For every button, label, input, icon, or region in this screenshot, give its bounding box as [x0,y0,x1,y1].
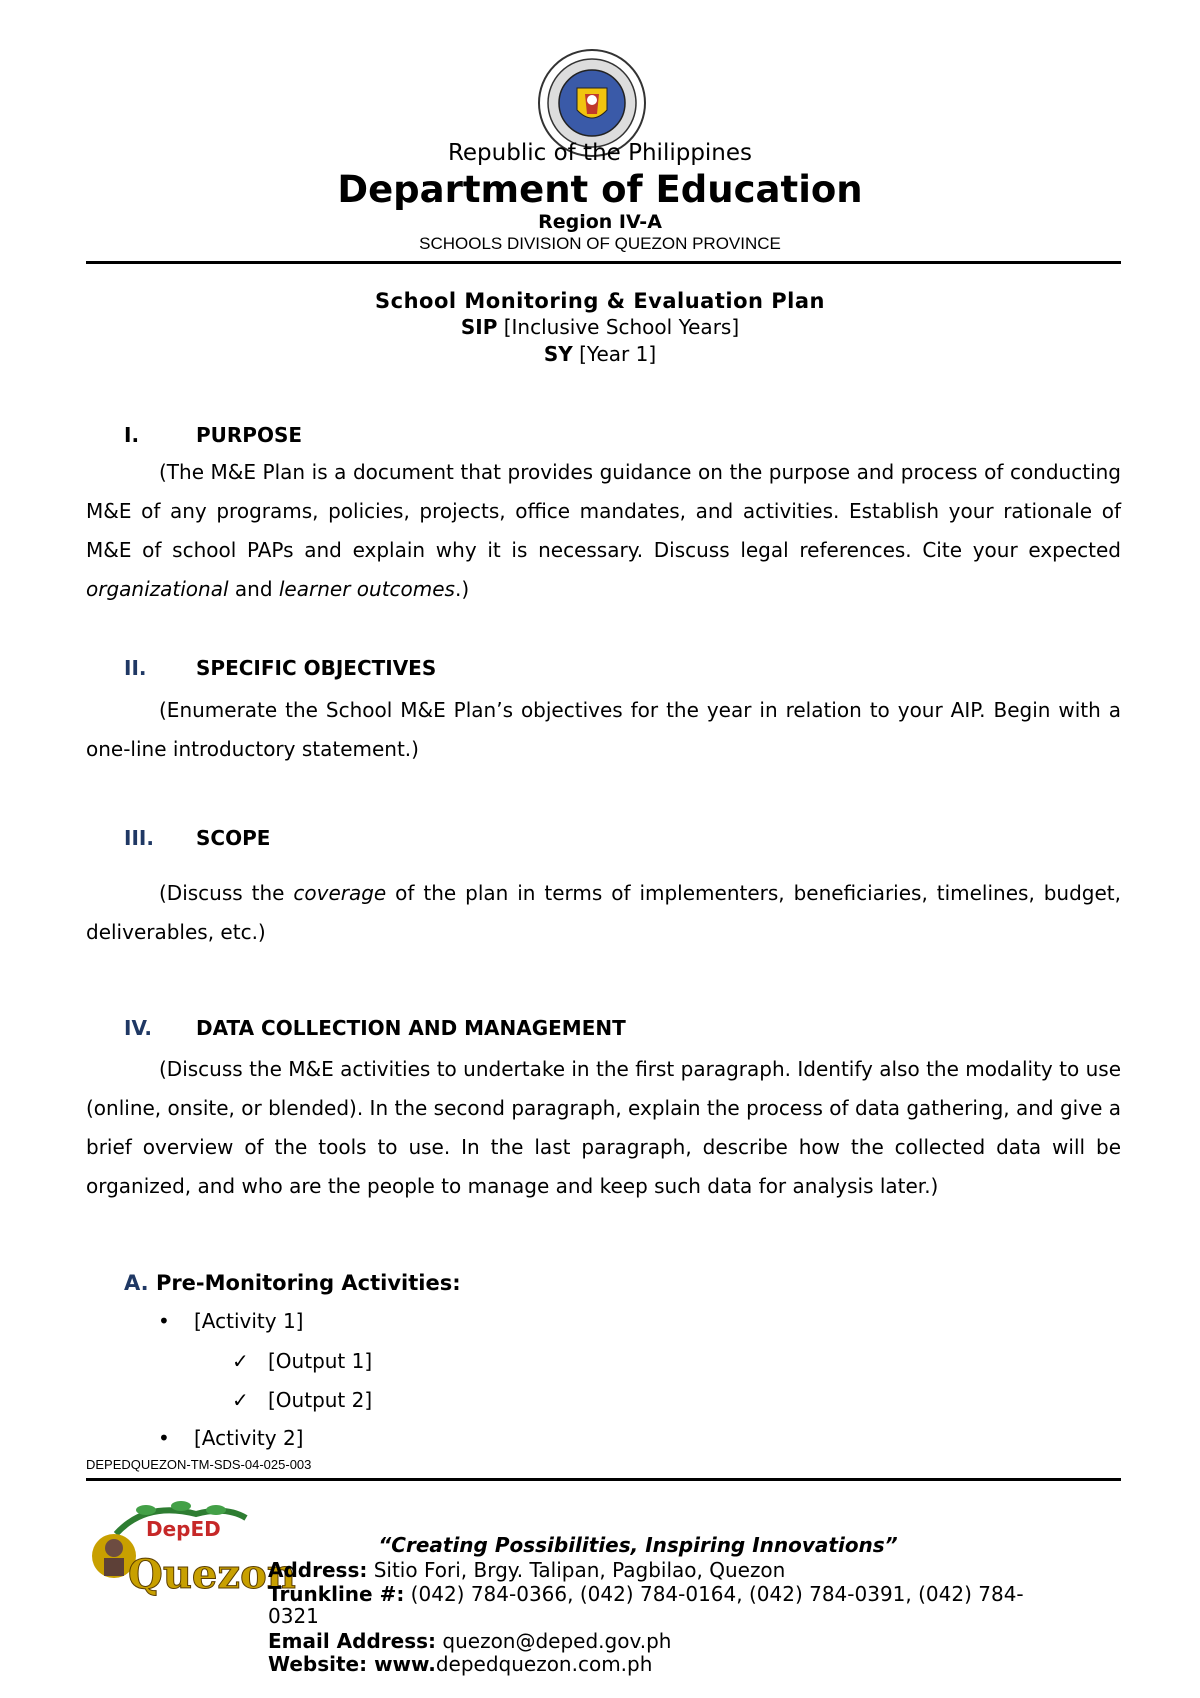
document-code: DEPEDQUEZON-TM-SDS-04-025-003 [86,1457,312,1472]
region-text: Region IV-A [538,211,662,233]
address-line [268,1558,785,1582]
section-title: PURPOSE [196,423,303,447]
activity-item [158,1426,303,1450]
section-title: SCOPE [196,826,271,850]
activity-label: [Activity 1] [194,1309,304,1333]
bullet-icon: • [158,1309,170,1333]
sip-value: [Inclusive School Years] [497,315,740,339]
section-number: II. [124,656,147,680]
scope-text: of the plan in terms of implementers, beneficiaries, timelines, budget, deliverables, etc.) [86,881,1121,944]
sy-value: [Year 1] [572,342,657,366]
logo-main-text: Quezon [128,1551,296,1598]
website-label: Website: www. [268,1652,436,1676]
scope-text: (Discuss the [159,881,294,905]
deped-quezon-logo-icon [86,1496,296,1600]
sip-line [0,315,1200,339]
output-item [232,1388,372,1412]
purpose-paragraph [86,453,1121,609]
motto-text: “Creating Possibilities, Inspiring Innovations” [378,1533,898,1557]
email-line [268,1629,671,1653]
activity-item [158,1309,303,1333]
republic-text: Republic of the Philippines [447,140,753,166]
document-title: School Monitoring & Evaluation Plan [375,289,825,313]
website-link[interactable]: depedquezon.com.ph [435,1652,653,1676]
purpose-text: .) [454,577,470,601]
sy-label: SY [543,342,573,366]
trunkline-label: Trunkline #: [268,1582,405,1606]
division-text: SCHOOLS DIVISION OF QUEZON PROVINCE [419,234,781,253]
scope-emphasis: coverage [293,881,387,905]
purpose-text: and [228,577,279,601]
trunkline-value: (042) 784-0366, (042) 784-0164, (042) 784-0391, (042) 784- [404,1582,1024,1606]
check-icon: ✓ [232,1388,249,1412]
header-rule [86,261,1121,264]
sy-line [0,342,1200,366]
check-icon: ✓ [232,1349,249,1373]
footer-rule [86,1478,1121,1481]
objectives-paragraph: (Enumerate the School M&E Plan’s objectives for the year in relation to your AIP. Begin with a one-line introductory statement.) [86,698,1121,761]
output-label: [Output 1] [268,1349,373,1373]
address-label: Address: [268,1558,368,1582]
department-title: Department of Education [337,168,863,211]
email-link[interactable]: quezon@deped.gov.ph [436,1629,672,1653]
purpose-emphasis: learner outcomes [278,577,455,601]
address-value: Sitio Fori, Brgy. Talipan, Pagbilao, Quezon [367,1558,786,1582]
pre-monitoring-heading [124,1271,461,1295]
section-title: DATA COLLECTION AND MANAGEMENT [196,1016,626,1040]
output-label: [Output 2] [268,1388,373,1412]
scope-paragraph [86,874,1121,952]
subsection-title: Pre-Monitoring Activities: [155,1271,461,1295]
section-number: I. [124,423,140,447]
subsection-letter: A. [124,1271,149,1295]
section-number: IV. [124,1016,152,1040]
sip-label: SIP [460,315,498,339]
trunkline-continued: 0321 [268,1604,319,1628]
purpose-emphasis: organizational [86,577,229,601]
bullet-icon: • [158,1426,170,1450]
section-title: SPECIFIC OBJECTIVES [196,656,437,680]
purpose-text: (The M&E Plan is a document that provides guidance on the purpose and process of conducting M&E of any programs, policies, projects, office mandates, and activities. Establish your rationale of M&E of school PAPs and explain why it is necessary. Discuss legal references. Cite your expected [86,460,1121,562]
activity-label: [Activity 2] [194,1426,304,1450]
data-paragraph: (Discuss the M&E activities to undertake in the first paragraph. Identify also the modality to use (online, onsite, or blended). In the second paragraph, explain the process of data gathering, and give a brief overview of the tools to use. In the last paragraph, describe how the collected data will be organized, and who are the people to manage and keep such data for analysis later.) [86,1057,1121,1198]
logo-small-text: DepED [146,1517,221,1541]
email-label: Email Address: [268,1629,437,1653]
output-item [232,1349,372,1373]
trunkline-line [268,1582,1024,1606]
section-number: III. [124,826,154,850]
website-line [268,1652,652,1676]
